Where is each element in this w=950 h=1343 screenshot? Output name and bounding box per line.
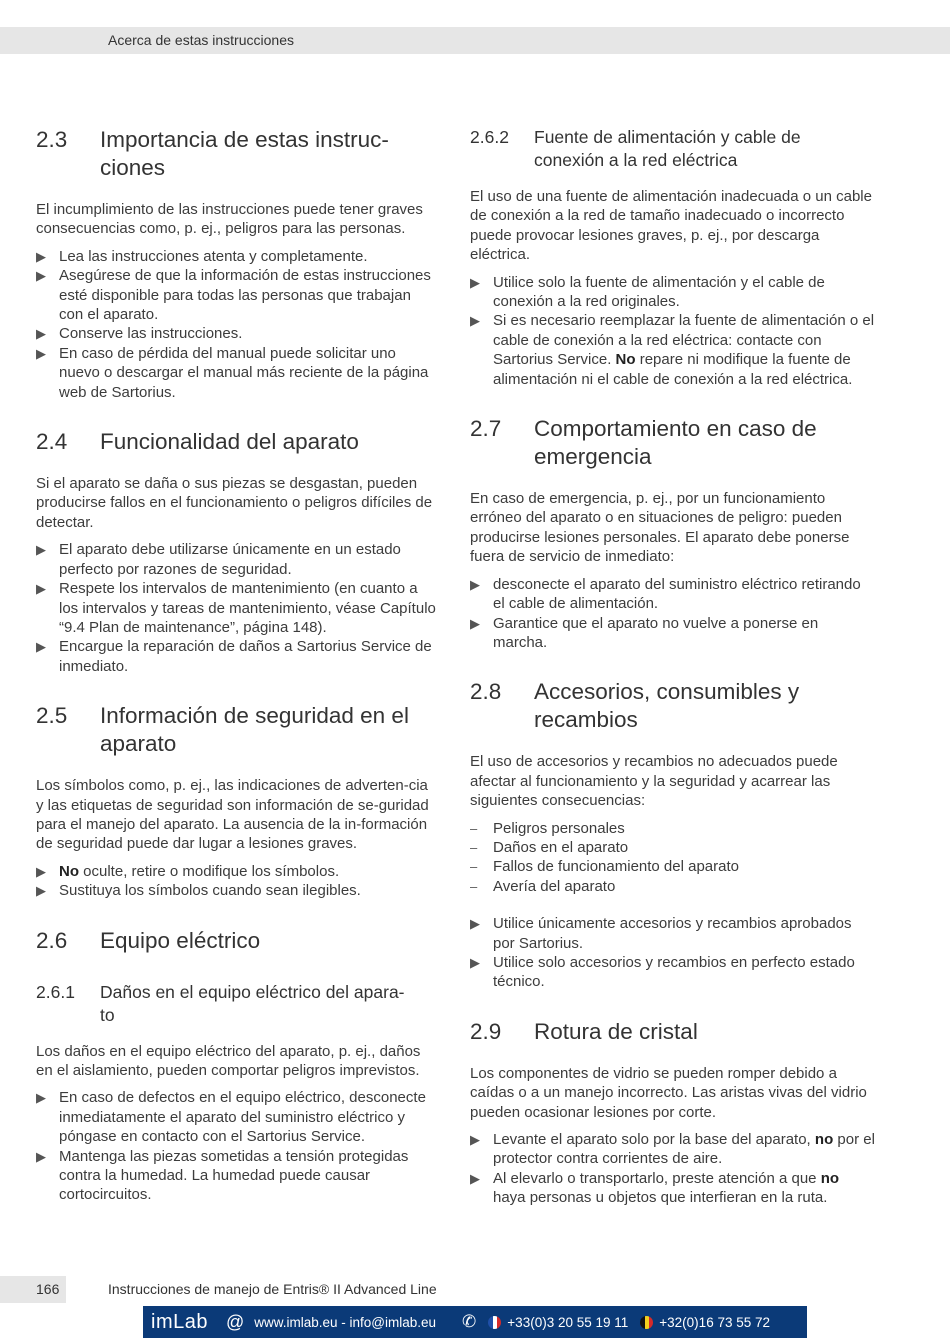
instruction-list: [470, 1130, 875, 1208]
list-item: – Daños en el aparato: [470, 838, 629, 856]
section-number: 2.4: [36, 429, 68, 455]
list-item: ▶ No oculte, retire o modifique los símbolos.: [36, 862, 340, 880]
section-intro: El incumplimiento de las instrucciones puede tener graves consecuencias como, p. ej., peligros para las personas.: [36, 201, 423, 238]
section-2-6-2: [470, 126, 875, 389]
triangle-bullet-icon: ▶: [36, 581, 46, 597]
instruction-list: [36, 540, 436, 676]
list-item: ▶ En caso de defectos en el equipo eléctrico, desconecte inmediatamente el aparato del suministro eléctrico y póngase en contacto con el Sartorius Service.: [36, 1089, 426, 1146]
list-item: ▶ Utilice solo la fuente de alimentación y el cable de conexión a la red originales.: [470, 273, 825, 311]
section-number: 2.5: [36, 703, 68, 729]
list-item: ▶ Sustituya los símbolos cuando sean ilegibles.: [36, 882, 361, 900]
triangle-bullet-icon: ▶: [36, 345, 46, 361]
section-2-8: [470, 678, 875, 991]
imlab-logo: imLab: [151, 1310, 208, 1333]
list-item: ▶ Encargue la reparación de daños a Sartorius Service de inmediato.: [36, 638, 432, 675]
instruction-list: [470, 575, 875, 653]
list-item: ▶ Al elevarlo o transportarlo, preste atención a que no haya personas u objetos que interfieran en la ruta.: [470, 1169, 840, 1207]
list-item: – Peligros personales: [470, 819, 625, 837]
instruction-list: [36, 247, 436, 402]
section-heading: [36, 126, 436, 182]
section-title: Equipo eléctrico: [100, 927, 261, 953]
triangle-bullet-icon: ▶: [36, 248, 46, 264]
list-item: ▶ En caso de pérdida del manual puede solicitar uno nuevo o descargar el manual más reciente de la página web de Sartorius.: [36, 344, 429, 401]
section-title: Rotura de cristal: [534, 1018, 698, 1044]
dash-bullet: –: [470, 839, 478, 855]
section-2-6-1: [36, 981, 436, 1205]
section-intro: Los símbolos como, p. ej., las indicaciones de adverten-cia y las etiquetas de seguridad son información de se-guridad para el manejo del aparato. La ausencia de la in-formación de seguridad puede dar lugar a lesiones graves.: [36, 777, 429, 853]
banner-web-email[interactable]: www.imlab.eu - info@imlab.eu: [254, 1314, 437, 1330]
section-number: 2.9: [470, 1018, 502, 1044]
list-item: ▶ desconecte el aparato del suministro eléctrico retirando el cable de alimentación.: [470, 575, 861, 613]
list-item: ▶ Asegúrese de que la información de estas instrucciones esté disponible para todas las personas que trabajan con el aparato.: [36, 267, 431, 324]
section-number: 2.7: [470, 416, 502, 442]
triangle-bullet-icon: ▶: [36, 268, 46, 284]
triangle-bullet-icon: ▶: [470, 1132, 480, 1147]
section-number: 2.6: [36, 927, 68, 953]
section-heading: [36, 428, 436, 456]
instruction-list: [470, 273, 875, 389]
section-number: 2.3: [36, 127, 68, 152]
list-item: ▶ Lea las instrucciones atenta y completamente.: [36, 247, 368, 265]
instruction-list: [36, 862, 436, 901]
list-item: ▶ Conserve las instrucciones.: [36, 325, 243, 343]
section-title: Funcionalidad del aparato: [100, 429, 359, 455]
triangle-bullet-icon: ▶: [36, 326, 46, 342]
section-number: 2.6.1: [36, 981, 75, 1002]
france-flag-icon: [488, 1316, 501, 1329]
right-column: [470, 126, 875, 1234]
triangle-bullet-icon: ▶: [470, 954, 480, 970]
triangle-bullet-icon: ▶: [470, 1170, 480, 1186]
section-title: Accesorios, consumibles y recambios: [534, 679, 800, 733]
list-item: ▶ Utilice únicamente accesorios y recambios aprobados por Sartorius.: [470, 915, 852, 952]
list-item: ▶ Levante el aparato solo por la base del aparato, no por el protector contra corrientes de aire.: [470, 1131, 875, 1168]
list-item: ▶ Si es necesario reemplazar la fuente de alimentación o el cable de conexión a la red eléctrica: contacte con Sartorius Service. No repare ni modifique la fuente de alimentación ni el cable de conexión a la red eléctrica.: [470, 312, 875, 388]
page-number-box: [0, 1276, 66, 1303]
dash-bullet: –: [470, 820, 478, 836]
subsection-heading: [470, 126, 875, 172]
section-heading: [36, 927, 436, 955]
list-item: ▶ Respete los intervalos de mantenimiento (en cuanto a los intervalos y tareas de mantenimiento, véase Capítulo “9.4 Plan de maintenance”, página 148).: [36, 580, 436, 636]
section-intro: Los componentes de vidrio se pueden romper debido a caídas o a un manejo incorrecto. Las aristas vivas del vidrio pueden ocasionar lesiones por corte.: [470, 1064, 867, 1121]
section-title: Daños en el equipo eléctrico del apara- to: [100, 981, 405, 1025]
triangle-bullet-icon: ▶: [470, 615, 480, 631]
instruction-list: [36, 1088, 436, 1204]
phone-belgium[interactable]: +32(0)16 73 55 72: [659, 1314, 770, 1330]
section-intro: Los daños en el equipo eléctrico del aparato, p. ej., daños en el aislamiento, pueden comportar peligros imprevistos.: [36, 1042, 421, 1079]
section-2-9: [470, 1018, 875, 1208]
triangle-bullet-icon: ▶: [470, 916, 480, 932]
footer-doc-title: Instrucciones de manejo de Entris® II Advanced Line: [108, 1281, 437, 1297]
section-2-3: [36, 126, 436, 402]
section-title: Información de seguridad en el aparato: [100, 703, 409, 757]
section-intro: Si el aparato se daña o sus piezas se desgastan, pueden producirse fallos en el funcionamiento o peligros difíciles de detectar.: [36, 475, 433, 531]
triangle-bullet-icon: ▶: [36, 542, 46, 558]
section-2-7: [470, 415, 875, 652]
section-number: 2.6.2: [470, 127, 509, 147]
dash-bullet: –: [470, 878, 478, 894]
subsection-heading: [36, 981, 436, 1027]
section-heading: [36, 702, 436, 758]
section-2-4: [36, 428, 436, 676]
triangle-bullet-icon: ▶: [36, 639, 46, 655]
at-icon: @: [225, 1311, 245, 1332]
list-item: ▶ El aparato debe utilizarse únicamente en un estado perfecto por razones de seguridad.: [36, 541, 401, 578]
consequence-list: [470, 819, 875, 897]
section-number: 2.8: [470, 679, 502, 705]
section-heading: [470, 1018, 875, 1046]
triangle-bullet-icon: ▶: [470, 274, 480, 290]
section-intro: En caso de emergencia, p. ej., por un funcionamiento erróneo del aparato o en situaciones de peligro: pueden producirse lesiones personales. El aparato debe ponerse fuera de servicio de inmediato:: [470, 490, 850, 566]
triangle-bullet-icon: ▶: [470, 576, 480, 592]
section-2-6: [36, 927, 436, 955]
phone-france[interactable]: +33(0)3 20 55 19 11: [507, 1314, 629, 1330]
phone-icon: ✆: [462, 1312, 477, 1331]
dash-bullet: –: [470, 859, 478, 875]
list-item: ▶ Garantice que el aparato no vuelve a ponerse en marcha.: [470, 614, 819, 651]
section-heading: [470, 415, 875, 471]
triangle-bullet-icon: ▶: [36, 1090, 46, 1106]
section-title: Fuente de alimentación y cable de conexión a la red eléctrica: [534, 127, 801, 170]
section-2-5: [36, 702, 436, 900]
page-number: 166: [36, 1281, 60, 1297]
section-intro: El uso de una fuente de alimentación inadecuada o un cable de conexión a la red de tamaño inadecuado o incorrecto puede provocar lesiones graves, p. ej., por descarga eléctrica.: [470, 188, 872, 264]
triangle-bullet-icon: ▶: [36, 863, 46, 879]
header-bar: [0, 27, 950, 54]
section-intro: El uso de accesorios y recambios no adecuados puede afectar al funcionamiento y la seguridad y acarrear las siguientes consecuencias:: [470, 753, 838, 810]
list-item: – Fallos de funcionamiento del aparato: [470, 858, 739, 876]
belgium-flag-icon: [640, 1316, 653, 1329]
section-heading: [470, 678, 875, 734]
imlab-banner: [143, 1306, 807, 1338]
triangle-bullet-icon: ▶: [36, 1148, 46, 1164]
list-item: ▶ Mantenga las piezas sometidas a tensión protegidas contra la humedad. La humedad puede causar cortocircuitos.: [36, 1147, 409, 1204]
triangle-bullet-icon: ▶: [470, 313, 480, 329]
left-column: [36, 126, 436, 1231]
list-item: – Avería del aparato: [470, 877, 616, 895]
list-item: ▶ Utilice solo accesorios y recambios en perfecto estado técnico.: [470, 953, 855, 991]
header-title: Acerca de estas instrucciones: [108, 32, 294, 48]
instruction-list: [470, 914, 875, 992]
section-title: Comportamiento en caso de emergencia: [534, 416, 817, 470]
triangle-bullet-icon: ▶: [36, 883, 46, 899]
section-title: Importancia de estas instruc- ciones: [100, 127, 389, 180]
